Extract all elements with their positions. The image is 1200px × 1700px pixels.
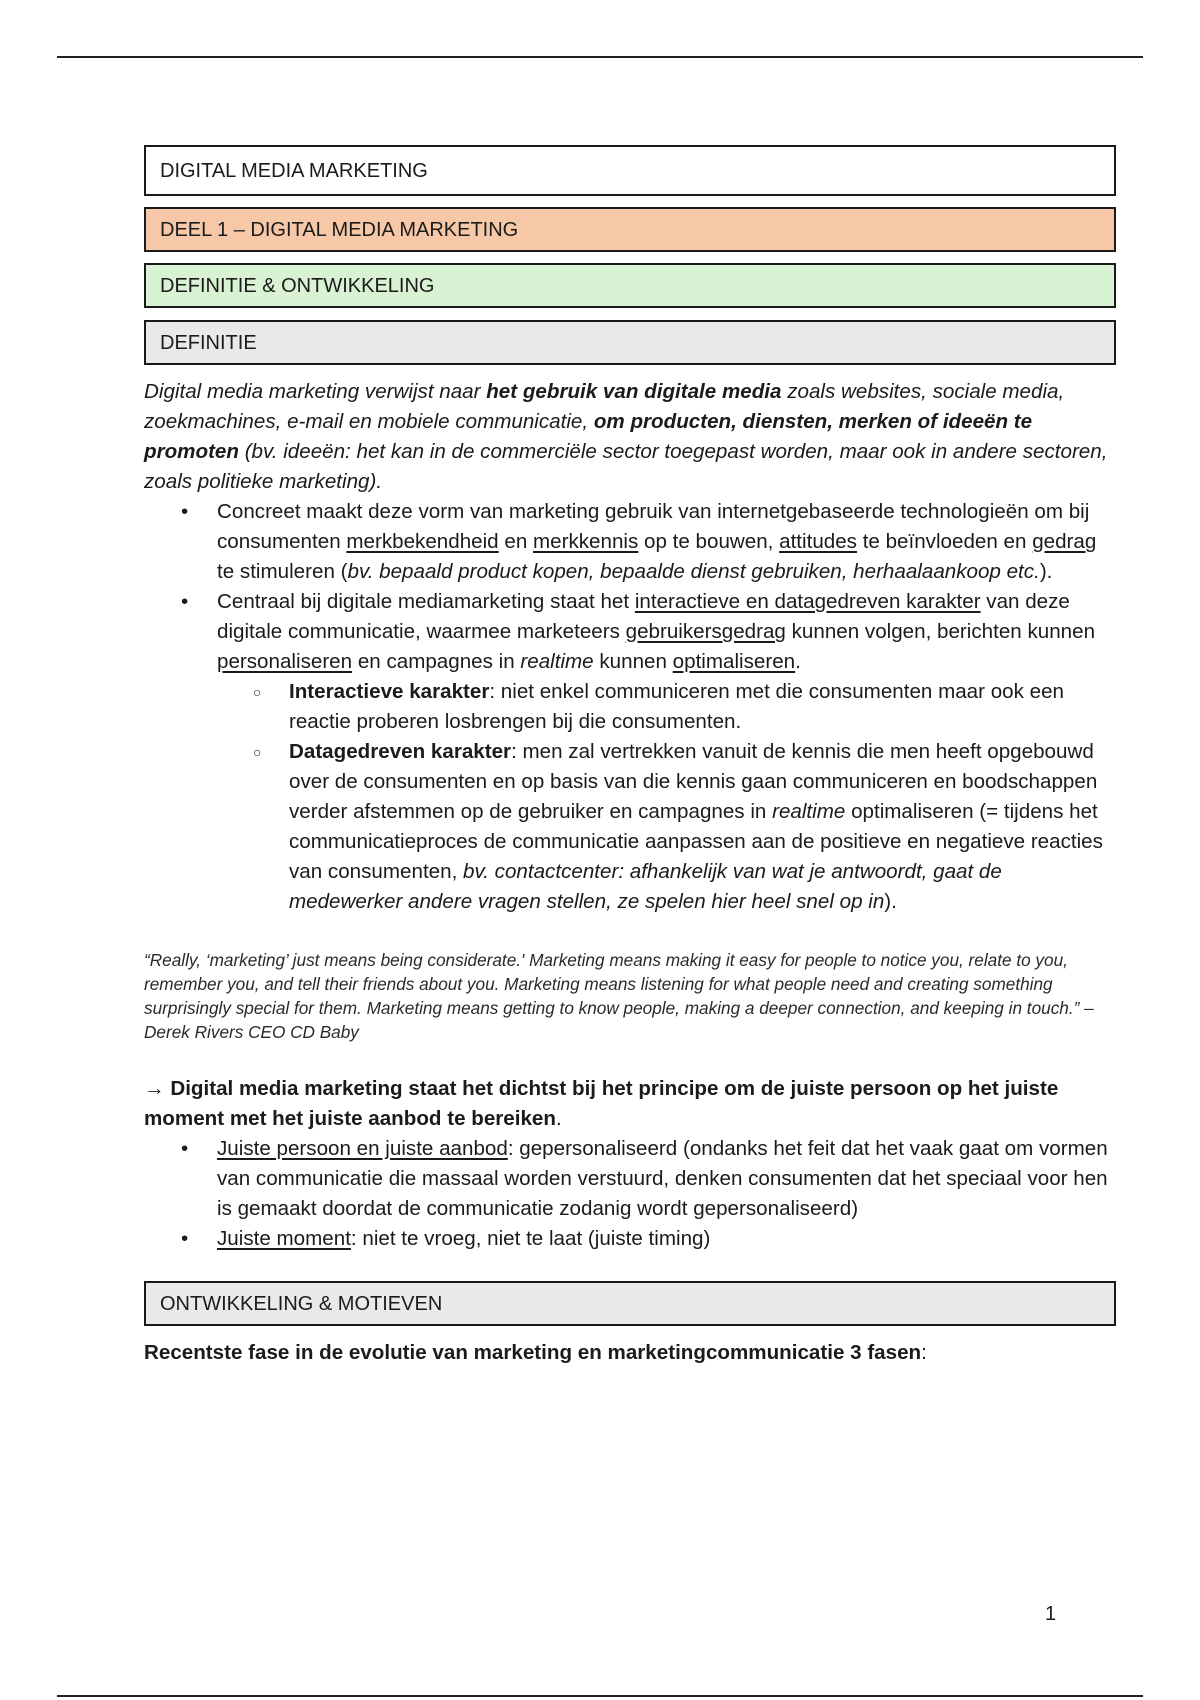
sub-bullet-list: [144, 677, 1116, 917]
bullet-text: van deze digitale communicatie, waarmee marketeers: [217, 590, 1070, 643]
definition-text: Digital media marketing verwijst naar: [144, 380, 487, 403]
bullet-text: Concreet maakt deze vorm van marketing gebruik van internetgebaseerde technologieën om bij consumenten: [217, 500, 1090, 553]
bullet-text: en campagnes in: [352, 650, 521, 673]
bullet-underline: optimaliseren: [672, 650, 796, 673]
principle-bullet-list: [144, 1134, 1116, 1254]
subbullet-italic: realtime: [772, 800, 846, 823]
bullet-underline: interactieve en datagedreven karakter: [634, 590, 981, 613]
list-item: [144, 1134, 1116, 1224]
bullet-underline: attitudes: [779, 530, 857, 553]
subbullet-text: ).: [884, 890, 897, 913]
subbullet-bold: Datagedreven karakter: [289, 740, 512, 763]
part-heading-box: [144, 207, 1116, 252]
subbullet-text: optimaliseren (= tijdens het communicatieproces de communicatie aanpassen aan de positieve en negatieve reacties van consumenten,: [289, 800, 1103, 883]
subbullet-bold: Interactieve karakter: [289, 680, 490, 703]
bullet-text: .: [795, 650, 801, 673]
bullet-italic: realtime: [520, 650, 594, 673]
chapter-heading: DEFINITIE & ONTWIKKELING: [160, 274, 435, 297]
section-heading-ontwikkeling: ONTWIKKELING & MOTIEVEN: [160, 1292, 443, 1315]
list-item: [144, 497, 1116, 587]
section-heading-definitie: DEFINITIE: [160, 331, 257, 354]
bullet-text: kunnen: [593, 650, 673, 673]
page-number: 1: [1045, 1603, 1057, 1625]
header-rule: [57, 56, 1143, 58]
list-item: [144, 737, 1116, 917]
bullet-underline: merkbekendheid: [346, 530, 499, 553]
document-body: [144, 145, 1116, 1368]
document-title-box: [144, 145, 1116, 196]
bullet-underline: gedrag: [1032, 530, 1097, 553]
bullet-text: ).: [1039, 560, 1053, 583]
bullet-underline: personaliseren: [217, 650, 353, 673]
principle-end: .: [555, 1107, 562, 1130]
bullet-italic: bv. bepaald product kopen, bepaalde dienst gebruiken, herhaalaankoop etc.: [347, 560, 1040, 583]
list-item: [144, 1224, 1116, 1254]
footer-rule: [57, 1695, 1143, 1697]
principle-underline: Juiste moment: [217, 1227, 351, 1250]
definition-text: zoals websites, sociale media, zoekmachines, e-mail en mobiele communicatie,: [144, 380, 1065, 433]
principle-bullet-text: : gepersonaliseerd (ondanks het feit dat het vaak gaat om vormen van communicatie die massaal worden verstuurd, denken consumenten dat het speciaal voor hen is gemaakt doordat de communicatie zodanig wordt gepersonaliseerd): [217, 1137, 1108, 1220]
principle-bullet-text: : niet te vroeg, niet te laat (juiste timing): [350, 1227, 711, 1250]
principle-text: Digital media marketing staat het dichtst bij het principe om de juiste persoon op het juiste moment met het juiste aanbod te bereiken: [144, 1077, 1059, 1130]
bullet-underline: gebruikersgedrag: [625, 620, 786, 643]
definition-bold: om producten, diensten, merken of ideeën te promoten: [144, 410, 1033, 463]
section-heading-box: [144, 320, 1116, 365]
document-title: DIGITAL MEDIA MARKETING: [160, 159, 428, 182]
quote: “Really, ‘marketing’ just means being considerate.' Marketing means making it easy for people to notice you, relate to you, remember you, and tell their friends about you. Marketing means listening for what people need and creating something surprisingly special for them. Marketing means getting to know people, making a deeper connection, and keeping in touch.” – Derek Rivers CEO CD Baby: [144, 950, 1094, 1042]
bullet-text: Centraal bij digitale mediamarketing staat het: [217, 590, 635, 613]
subbullet-text: : men zal vertrekken vanuit de kennis die men heeft opgebouwd over de consumenten en op basis van die kennis gaan communiceren en boodschappen verder afstemmen op de gebruiker en campagnes in: [289, 740, 1098, 823]
bullet-text: op te bouwen,: [638, 530, 780, 553]
bullet-text: en: [498, 530, 533, 553]
definition-text: (bv. ideeën: het kan in de commerciële sector toegepast worden, maar ook in andere sectoren, zoals politieke marketing).: [144, 440, 1108, 493]
bullet-text: te stimuleren (: [217, 560, 348, 583]
phase-colon: :: [921, 1341, 927, 1364]
bullet-text: kunnen volgen, berichten kunnen: [785, 620, 1096, 643]
definition-paragraph: [144, 377, 1116, 497]
phase-bold: Recentste fase in de evolutie van marketing en marketingcommunicatie 3 fasen: [144, 1341, 922, 1364]
list-item: [144, 677, 1116, 737]
part-heading: DEEL 1 – DIGITAL MEDIA MARKETING: [160, 218, 519, 241]
main-bullet-list: [144, 497, 1116, 677]
chapter-heading-box: [144, 263, 1116, 308]
bullet-underline: merkkennis: [533, 530, 639, 553]
definition-bold: het gebruik van digitale media: [486, 380, 782, 403]
arrow-icon: →: [144, 1077, 165, 1100]
principle-underline: Juiste persoon en juiste aanbod: [217, 1137, 508, 1160]
principle-paragraph: [144, 1074, 1116, 1134]
list-item: [144, 587, 1116, 677]
phase-paragraph: [144, 1338, 1116, 1368]
subbullet-text: : niet enkel communiceren met die consumenten maar ook een reactie proberen losbrengen bij die consumenten.: [289, 680, 1065, 733]
subbullet-italic: bv. contactcenter: afhankelijk van wat je antwoordt, gaat de medewerker andere vragen stellen, ze spelen hier heel snel op in: [289, 860, 1002, 913]
bullet-text: te beïnvloeden en: [856, 530, 1033, 553]
section-heading-box: [144, 1281, 1116, 1326]
